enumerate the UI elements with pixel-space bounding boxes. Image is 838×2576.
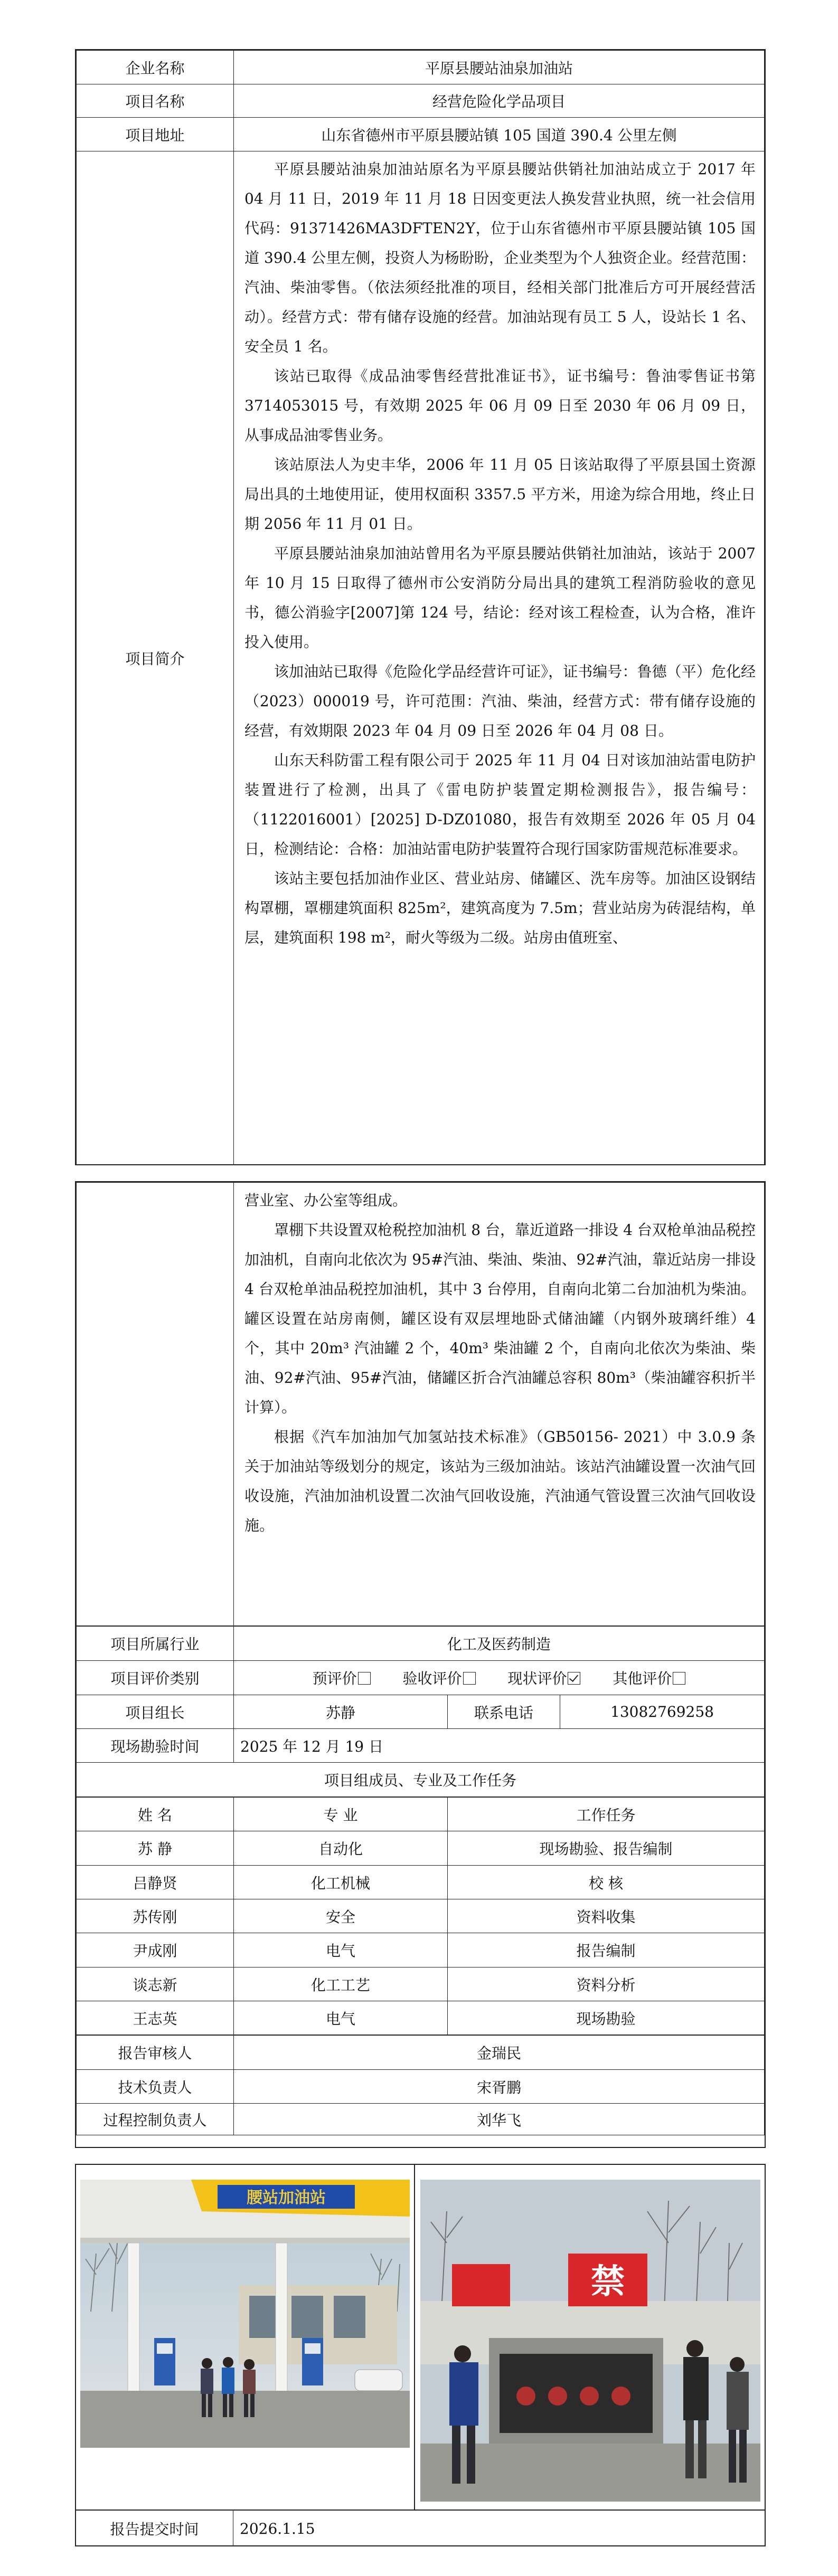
- table-row: [77, 2001, 765, 2035]
- member-name: 苏传刚: [77, 1899, 234, 1933]
- checkbox-checked-icon[interactable]: [568, 1672, 580, 1685]
- project-name-label: 项目名称: [77, 84, 234, 118]
- intro-paragraph: 罩棚下共设置双枪税控加油机 8 台，靠近道路一排设 4 台双枪单油品税控加油机，自南向北依次为 95#汽油、柴油、柴油、92#汽油，靠近站房一排设 4 台双枪单油品税控加油机，其中 3 台停用，自南向北第二台加油机为柴油。罐区设置在站房南侧，罐区设有双层埋地卧式储油罐（内钢外玻璃纤维）4 个，其中 20m³ 汽油罐 2 个，40m³ 柴油罐 2 个，自南向北依次为柴油、柴油、92#汽油、95#汽油，储罐区折合汽油罐总容积 80m³（柴油罐容积折半计算）。: [244, 1221, 756, 1416]
- company-value: 平原县腰站油泉加油站: [234, 51, 765, 84]
- intro-paragraph: 平原县腰站油泉加油站曾用名为平原县腰站供销社加油站，该站于 2007 年 10 月 15 日取得了德州市公安消防分局出具的建筑工程消防验收的意见书，德公消验字[2007]第 124 号，结论：经对该工程检查，认为合格，准许投入使用。: [244, 545, 756, 651]
- site-photo-forecourt: [80, 2180, 410, 2448]
- table-row: [77, 1933, 765, 1967]
- phone-value: 13082769258: [560, 1695, 765, 1729]
- warning-sign-text: 禁: [591, 2263, 625, 2302]
- industry-value: 化工及医药制造: [234, 1627, 765, 1661]
- category-option-current[interactable]: 现状评价: [507, 1667, 580, 1688]
- project-intro-label: 项目简介: [77, 151, 234, 1165]
- submit-time-value: 2026.1.15: [240, 2520, 315, 2537]
- members-header-major: 专 业: [234, 1798, 448, 1831]
- members-title: 项目组成员、专业及工作任务: [77, 1763, 765, 1797]
- member-major: 电气: [234, 2001, 448, 2035]
- intro-paragraph: 营业室、办公室等组成。: [244, 1192, 408, 1209]
- intro-continued-label-cell: [77, 1183, 234, 1626]
- process-control-label: 过程控制负责人: [77, 2104, 234, 2135]
- member-task: 校 核: [448, 1866, 765, 1899]
- table-row: [77, 1866, 765, 1899]
- project-meta-table: [76, 1626, 765, 1797]
- signoff-table: [76, 2035, 765, 2135]
- member-task: 现场勘验、报告编制: [448, 1831, 765, 1866]
- basic-info-table: [76, 50, 765, 1165]
- category-option-pre[interactable]: 预评价: [313, 1667, 371, 1688]
- submit-time-label: 报告提交时间: [76, 2511, 233, 2546]
- member-major: 安全: [234, 1899, 448, 1933]
- member-task: 现场勘验: [448, 2001, 765, 2035]
- member-major: 电气: [234, 1933, 448, 1967]
- process-control-value: 刘华飞: [234, 2104, 765, 2135]
- phone-label: 联系电话: [448, 1695, 560, 1729]
- report-reviewer-label: 报告审核人: [77, 2036, 234, 2070]
- intro-paragraph: 该站已取得《成品油零售经营批准证书》，证书编号：鲁油零售证书第 3714053015 号，有效期 2025 年 06 月 09 日至 2030 年 06 月 09 日，从事成品油零售业务。: [244, 367, 756, 444]
- intro-paragraph: 该站原法人为史丰华，2006 年 11 月 05 日该站取得了平原县国土资源局出具的土地使用证，使用权面积 3357.5 平方米，用途为综合用地，终止日期 2056 年 11 月 01 日。: [244, 456, 756, 533]
- checkbox-icon[interactable]: [463, 1672, 476, 1685]
- project-address-label: 项目地址: [77, 118, 234, 151]
- site-photo-tank-area: [420, 2180, 760, 2502]
- member-name: 王志英: [77, 2001, 234, 2035]
- project-address-value: 山东省德州市平原县腰站镇 105 国道 390.4 公里左侧: [234, 118, 765, 151]
- category-label: 项目评价类别: [77, 1661, 234, 1695]
- project-name-value: 经营危险化学品项目: [234, 84, 765, 118]
- members-header-task: 工作任务: [448, 1798, 765, 1831]
- member-task: 资料分析: [448, 1967, 765, 2001]
- intro-paragraph: 山东天科防雷工程有限公司于 2025 年 11 月 04 日对该加油站雷电防护装置进行了检测，出具了《雷电防护装置定期检测报告》，报告编号：（1122016001）[2025] D-DZ01080，报告有效期至 2026 年 05 月 04 日，检测结论：合格：加油站雷电防护装置符合现行国家防雷规范标准要求。: [244, 752, 756, 858]
- checkbox-icon[interactable]: [358, 1672, 371, 1685]
- member-major: 化工工艺: [234, 1967, 448, 2001]
- project-intro-continued: [234, 1183, 765, 1626]
- member-task: 报告编制: [448, 1933, 765, 1967]
- member-task: 资料收集: [448, 1899, 765, 1933]
- category-options: [234, 1661, 765, 1695]
- page-1: [75, 49, 766, 1165]
- category-option-other[interactable]: 其他评价: [613, 1667, 685, 1688]
- page-2: [75, 1181, 766, 2148]
- member-name: 吕静贤: [77, 1866, 234, 1899]
- page-3: [75, 2164, 766, 2546]
- table-row: [77, 1831, 765, 1866]
- member-major: 化工机械: [234, 1866, 448, 1899]
- member-name: 苏 静: [77, 1831, 234, 1866]
- photo-divider: [414, 2165, 415, 2510]
- member-name: 尹成刚: [77, 1933, 234, 1967]
- intro-paragraph: 该站主要包括加油作业区、营业站房、储罐区、洗车房等。加油区设钢结构罩棚，罩棚建筑面积 825m²，建筑高度为 7.5m；营业站房为砖混结构，单层，建筑面积 198 m²，耐火等级为二级。站房由值班室、: [244, 870, 756, 946]
- survey-time-label: 现场勘验时间: [77, 1729, 234, 1763]
- survey-time-value: 2025 年 12 月 19 日: [234, 1729, 765, 1763]
- table-row: [77, 1899, 765, 1933]
- project-intro-text: [234, 151, 765, 1165]
- member-major: 自动化: [234, 1831, 448, 1866]
- intro-continued-table: [76, 1182, 765, 1626]
- members-table: [76, 1797, 765, 2035]
- intro-paragraph: 根据《汽车加油加气加氢站技术标准》（GB50156- 2021）中 3.0.9 条关于加油站等级划分的规定，该站为三级加油站。该站汽油罐设置一次油气回收设施，汽油加油机设置二次油气回收设施，汽油通气管设置三次油气回收设施。: [244, 1428, 756, 1534]
- leader-label: 项目组长: [77, 1695, 234, 1729]
- checkbox-icon[interactable]: [673, 1672, 685, 1685]
- member-name: 谈志新: [77, 1967, 234, 2001]
- leader-value: 苏静: [234, 1695, 448, 1729]
- canopy-sign-text: 腰站加油站: [247, 2189, 326, 2207]
- members-header-name: 姓 名: [77, 1798, 234, 1831]
- industry-label: 项目所属行业: [77, 1627, 234, 1661]
- technical-lead-label: 技术负责人: [77, 2070, 234, 2104]
- table-row: [77, 1967, 765, 2001]
- category-option-acceptance[interactable]: 验收评价: [403, 1667, 476, 1688]
- intro-paragraph: 该加油站已取得《危险化学品经营许可证》，证书编号：鲁德（平）危化经（2023）000019 号，许可范围：汽油、柴油，经营方式：带有储存设施的经营，有效期限 2023 年 04 月 09 日至 2026 年 04 月 08 日。: [244, 663, 756, 739]
- technical-lead-value: 宋胥鹏: [234, 2070, 765, 2104]
- company-label: 企业名称: [77, 51, 234, 84]
- intro-paragraph: 平原县腰站油泉加油站原名为平原县腰站供销社加油站成立于 2017 年 04 月 11 日，2019 年 11 月 18 日因变更法人换发营业执照，统一社会信用代码：91371426MA3DFTEN2Y，位于山东省德州市平原县腰站镇 105 国道 390.4 公里左侧，投资人为杨盼盼，企业类型为个人独资企业。经营范围：汽油、柴油零售。（依法须经批准的项目，经相关部门批准后方可开展经营活动）。经营方式：带有储存设施的经营。加油站现有员工 5 人，设站长 1 名、安全员 1 名。: [244, 160, 756, 355]
- report-reviewer-value: 金瑞民: [234, 2036, 765, 2070]
